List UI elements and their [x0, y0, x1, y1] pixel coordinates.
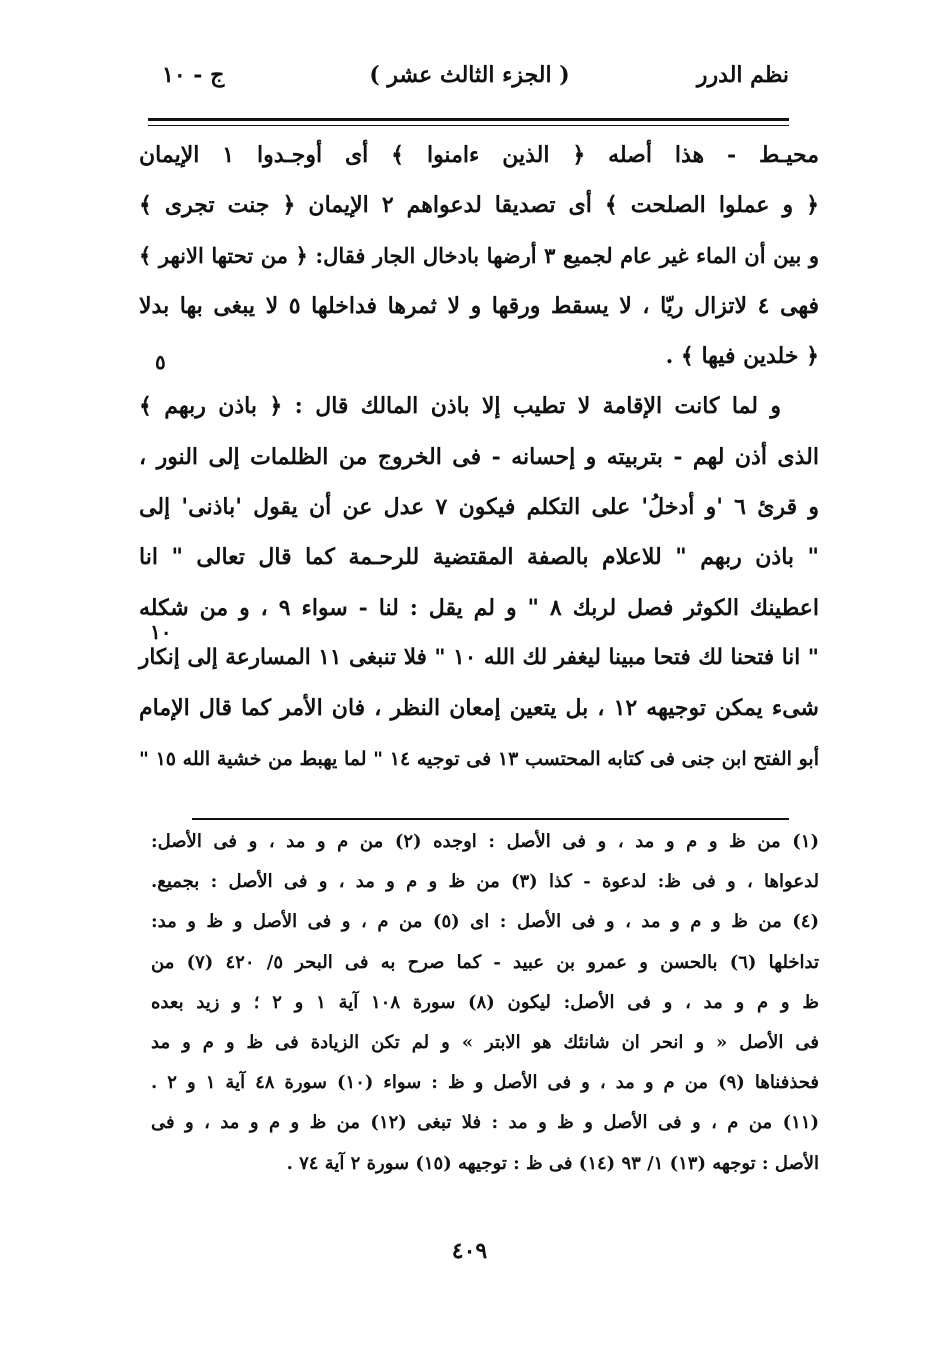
text-line: و لما كانت الإقامة لا تطيب إلا باذن المالك قال : ﴿ باذن ربهم ﴾ — [139, 393, 781, 420]
header-rule-thin — [148, 125, 789, 126]
running-header — [150, 58, 789, 98]
header-rule-thick — [148, 118, 789, 121]
footnote-line: لدعواها ، و فى ظ: لدعوة - كذا (٣) من ظ و م و مد ، و فى الأصل : بجميع. — [151, 871, 820, 893]
footnote-line: فحذفناها (٩) من م و مد ، و فى الأصل و ظ : سواء (١٠) سورة ٤٨ آية ١ و ٢ . — [151, 1072, 820, 1094]
text-line: أبو الفتح ابن جنى فى كتابه المحتسب ١٣ فى توجيه ١٤ " لما يهبط من خشية الله ١٥ " — [139, 747, 819, 770]
volume-label: ج - ١٠ — [162, 62, 225, 88]
footnote-line: (١١) من م ، و فى الأصل و ظ و مد : فلا تبغى (١٢) من ظ و م و مد ، و فى — [151, 1112, 819, 1134]
footnote-line: (٤) من ظ و م و مد ، و فى الأصل : اى (٥) من م ، و فى الأصل و ظ و مد: — [151, 911, 819, 933]
text-line: اعطينك الكوثر فصل لربك ٨ " و لم يقل : لنا - سواء ٩ ، و من شكله — [139, 594, 819, 621]
main-text — [139, 130, 819, 784]
text-line: ﴿ و عملوا الصلحت ﴾ أى تصديقا لدعواهم ٢ الإيمان ﴿ جنت تجرى ﴾ — [139, 192, 819, 219]
text-line: " انا فتحنا لك فتحا مبينا ليغفر لك الله ١٠ " فلا تنبغى ١١ المسارعة إلى إنكار — [139, 644, 819, 670]
text-line: و بين أن الماء غير عام لجميع ٣ أرضها بادخال الجار فقال: ﴿ من تحتها الانهر ﴾ — [139, 242, 819, 268]
footnote-line: (١) من ظ و م و مد ، و فى الأصل : اوجده (٢) من م و مد ، و فى الأصل: — [151, 831, 819, 852]
text-line: محيـط - هذا أصله ﴿ الذين ءامنوا ﴾ أى أوجـدوا ١ الإيمان — [139, 142, 820, 168]
text-line: ﴿ خلدين فيها ﴾ . — [665, 343, 819, 370]
footnote-rule — [192, 818, 789, 820]
page-number: ٤٠٩ — [451, 1238, 488, 1264]
text-line: شىء يمكن توجيهه ١٢ ، بل يتعين إمعان النظر ، فان الأمر كما قال الإمام — [139, 695, 819, 722]
text-line: " باذن ربهم " للاعلام بالصفة المقتضية للرحـمة كما قال تعالى " انا — [139, 544, 819, 571]
footnote-line: فى الأصل « و انحر ان شانئك هو الابتر » و لم تكن الزيادة فى ظ و م و مد — [151, 1031, 819, 1053]
footnote-line: الأصل : توجهه (١٣) ١/ ٩٣ (١٤) فى ظ : توجيهه (١٥) سورة ٢ آية ٧٤ . — [286, 1152, 819, 1174]
line-number-5: ٥ — [155, 350, 166, 374]
part-label: ( الجزء الثالث عشر ) — [369, 62, 570, 88]
footnote-line: تداخلها (٦) بالحسن و عمرو بن عبيد - كما صرح به فى البحر ٥/ ٤٢٠ (٧) من — [151, 951, 819, 973]
footnotes — [151, 822, 819, 1184]
text-line: الذى أذن لهم - بتربيته و إحسانه - فى الخروج من الظلمات إلى النور ، — [139, 443, 819, 470]
text-line: فهى ٤ لاتزال ريّا ، لا يسقط ورقها و لا ثمرها فداخلها ٥ لا يبغى بها بدلا — [139, 292, 819, 319]
text-line: و قرئ ٦ 'و أدخلُ' على التكلم فيكون ٧ عدل عن أن يقول 'باذنى' إلى — [139, 494, 819, 521]
book-title: نظم الدرر — [696, 62, 789, 88]
footnote-line: ظ و م و مد ، و فى الأصل: ليكون (٨) سورة ١٠٨ آية ١ و ٢ ؛ و زيد بعده — [151, 991, 819, 1013]
line-number-10: ١٠ — [150, 620, 172, 644]
